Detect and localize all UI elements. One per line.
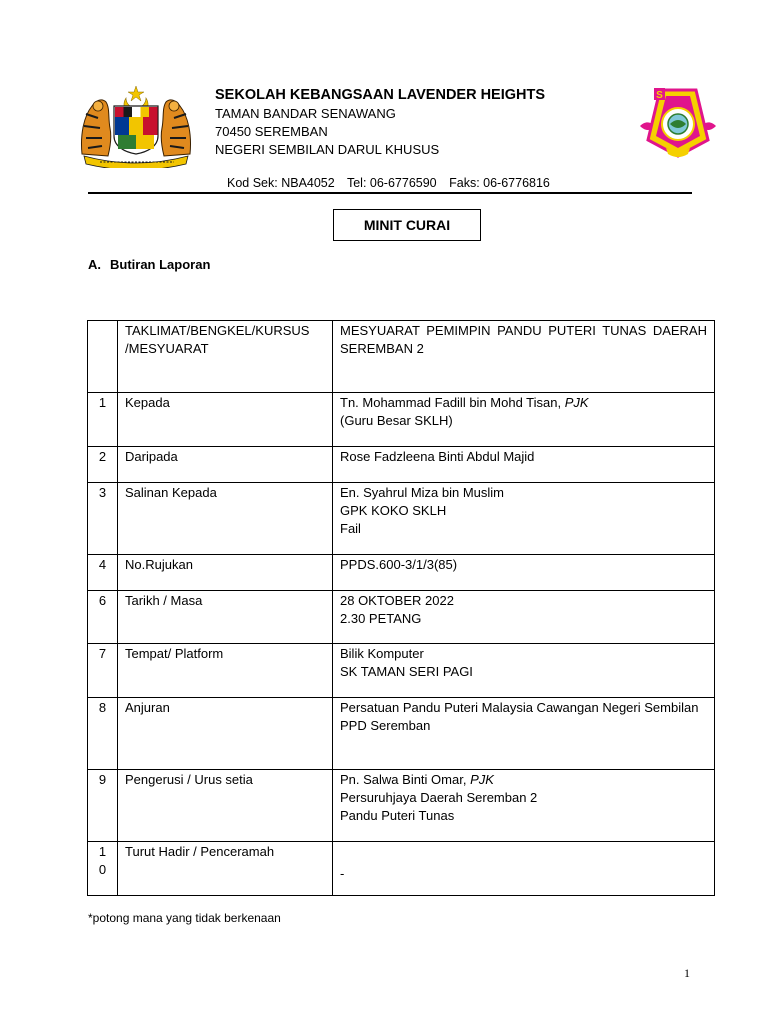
row-number: 4	[88, 555, 118, 591]
row-value	[333, 842, 715, 896]
details-table	[87, 320, 715, 896]
row-number: 7	[88, 644, 118, 698]
value-italic: PJK	[564, 395, 589, 410]
value-line: Bilik Komputer	[340, 646, 424, 661]
row-number-digit: 0	[98, 862, 107, 877]
school-code: Kod Sek: NBA4052	[227, 176, 335, 190]
value-line: Pn. Salwa Binti Omar,	[340, 772, 467, 787]
svg-text:S: S	[656, 90, 663, 101]
table-row	[88, 842, 715, 896]
row-label: No.Rujukan	[118, 555, 333, 591]
table-row	[88, 483, 715, 555]
row-label: Kepada	[118, 393, 333, 447]
row-number: 9	[88, 770, 118, 842]
section-title: Butiran Laporan	[110, 257, 211, 272]
row-value: PPDS.600-3/1/3(85)	[333, 555, 715, 591]
row-label: TAKLIMAT/BENGKEL/KURSUS /MESYUARAT	[118, 321, 333, 393]
value-line: 2.30 PETANG	[340, 611, 422, 626]
row-number: 8	[88, 698, 118, 770]
fax: Faks: 06-6776816	[449, 176, 550, 190]
table-row	[88, 321, 715, 393]
row-label: Pengerusi / Urus setia	[118, 770, 333, 842]
address-line: 70450 SEREMBAN	[215, 124, 328, 139]
document-title: MINIT CURAI	[333, 209, 481, 241]
value-line: SK TAMAN SERI PAGI	[340, 664, 473, 679]
row-number: 2	[88, 447, 118, 483]
row-number	[88, 321, 118, 393]
table-row	[88, 770, 715, 842]
value-line: Tn. Mohammad Fadill bin Mohd Tisan,	[340, 395, 562, 410]
value-line: Persatuan Pandu Puteri Malaysia Cawangan Negeri Sembilan	[340, 700, 699, 715]
row-number-digit: 1	[98, 844, 107, 859]
malaysia-coat-of-arms-icon	[78, 84, 194, 168]
row-label: Daripada	[118, 447, 333, 483]
value-line: -	[340, 866, 345, 881]
row-value	[333, 698, 715, 770]
table-row	[88, 591, 715, 644]
row-value	[333, 644, 715, 698]
row-value	[333, 770, 715, 842]
value-line: PPD Seremban	[340, 718, 431, 733]
row-number: 1	[88, 393, 118, 447]
value-line: Persuruhjaya Daerah Seremban 2	[340, 790, 538, 805]
table-row	[88, 698, 715, 770]
section-number: A.	[88, 257, 101, 272]
row-value: MESYUARAT PEMIMPIN PANDU PUTERI TUNAS DAERAH SEREMBAN 2	[333, 321, 715, 393]
row-number	[88, 842, 118, 896]
value-line: En. Syahrul Miza bin Muslim	[340, 485, 504, 500]
table-row	[88, 447, 715, 483]
header-divider	[88, 192, 692, 194]
footnote: *potong mana yang tidak berkenaan	[88, 911, 281, 925]
table-row	[88, 393, 715, 447]
row-value	[333, 483, 715, 555]
address-line: TAMAN BANDAR SENAWANG	[215, 106, 396, 121]
value-line: Fail	[340, 521, 361, 536]
value-line: GPK KOKO SKLH	[340, 503, 447, 518]
table-row	[88, 644, 715, 698]
row-value	[333, 393, 715, 447]
row-label: Turut Hadir / Penceramah	[118, 842, 333, 896]
row-value: Rose Fadzleena Binti Abdul Majid	[333, 447, 715, 483]
row-label: Salinan Kepada	[118, 483, 333, 555]
row-value	[333, 591, 715, 644]
telephone: Tel: 06-6776590	[346, 176, 437, 190]
row-label: Tarikh / Masa	[118, 591, 333, 644]
address-line: NEGERI SEMBILAN DARUL KHUSUS	[215, 142, 440, 157]
value-line: Pandu Puteri Tunas	[340, 808, 455, 823]
letterhead	[215, 85, 545, 159]
row-label: Tempat/ Platform	[118, 644, 333, 698]
row-number: 3	[88, 483, 118, 555]
page-number: 1	[684, 966, 690, 980]
value-line: (Guru Besar SKLH)	[340, 413, 453, 428]
section-heading	[88, 257, 210, 272]
row-label: Anjuran	[118, 698, 333, 770]
value-line: 28 OKTOBER 2022	[340, 593, 454, 608]
table-row	[88, 555, 715, 591]
girl-guides-badge-icon	[636, 82, 720, 164]
row-number: 6	[88, 591, 118, 644]
contact-line	[227, 176, 559, 190]
value-italic: PJK	[470, 772, 494, 787]
school-name: SEKOLAH KEBANGSAAN LAVENDER HEIGHTS	[215, 87, 546, 103]
